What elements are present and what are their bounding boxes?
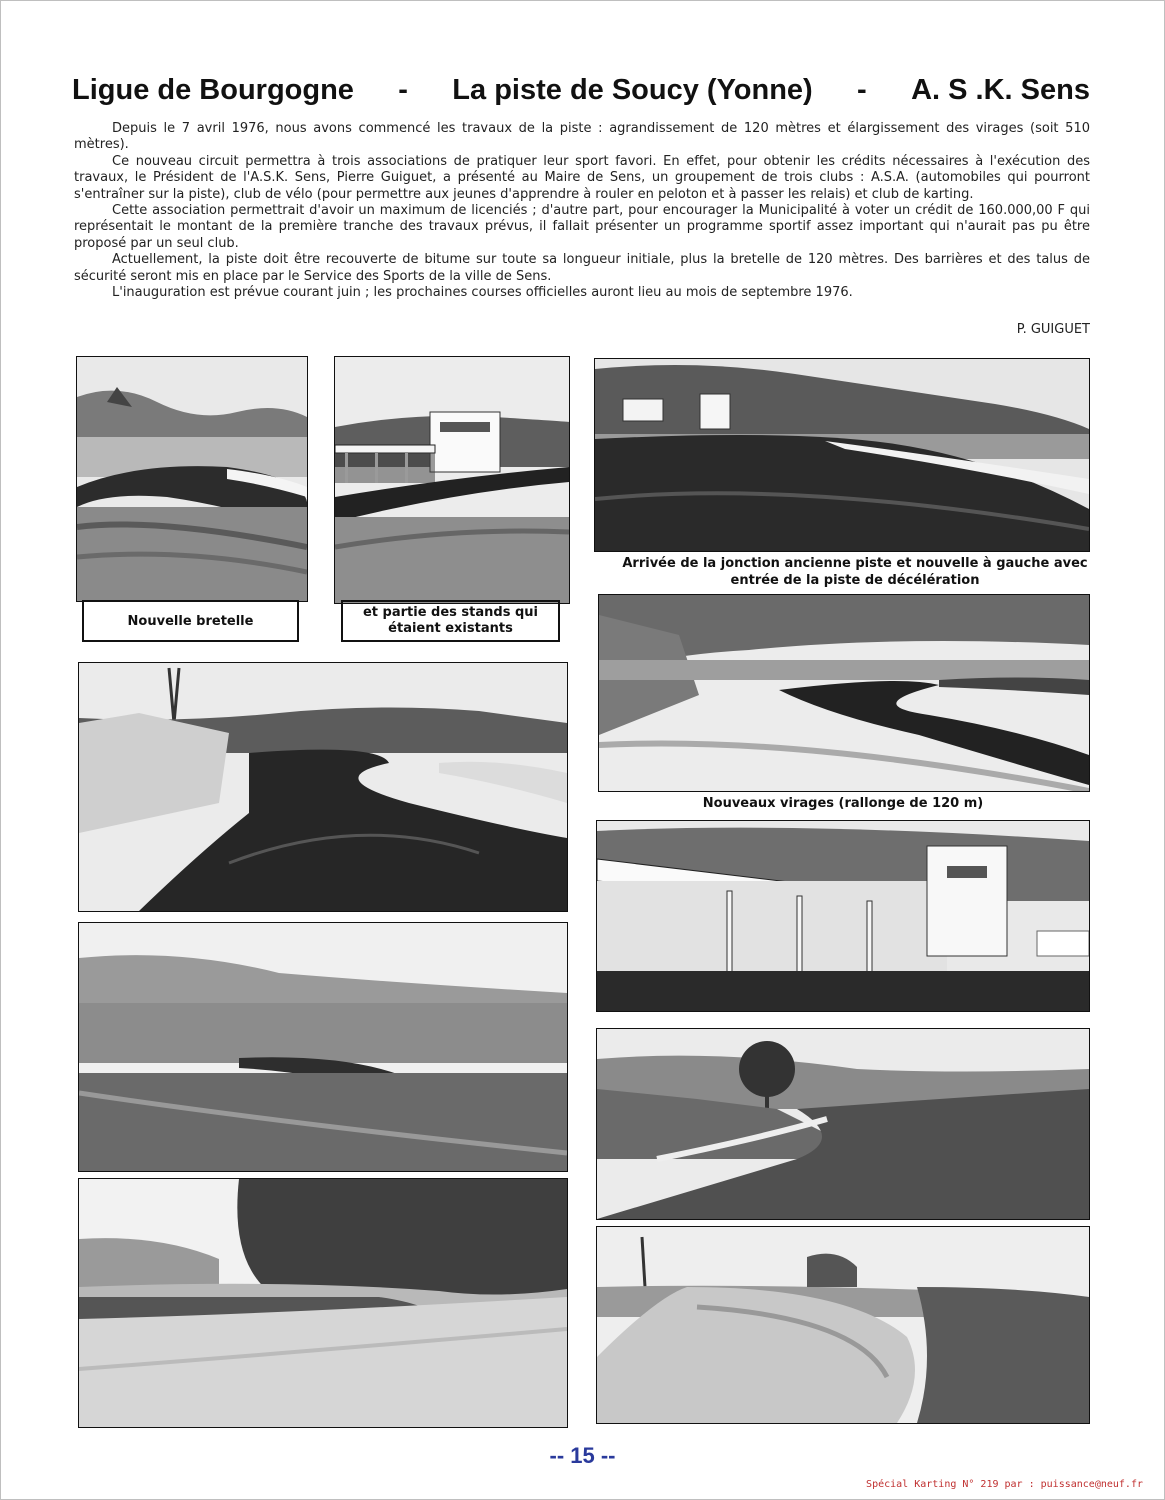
page-number: -- 15 -- (549, 1443, 616, 1468)
article-paragraph: Cette association permettrait d'avoir un maximum de licenciés ; d'autre part, pour encourager la Municipalité à voter un crédit de 160.000,00 F qui représentait le montant de la première tranche des travaux prévus, il fallait présenter un programme sportif assez important qui n'aurait pas pu être proposé par un seul club. (74, 203, 1090, 251)
photo-nouveaux-virages (598, 594, 1090, 792)
photo-terrain (78, 922, 568, 1172)
title-track: La piste de Soucy (Yonne) (452, 74, 813, 106)
photo-virage-final (596, 1226, 1090, 1424)
author-signature: P. GUIGUET (1016, 322, 1090, 337)
article-paragraph: Depuis le 7 avril 1976, nous avons commencé les travaux de la piste : agrandissement de 120 mètres et élargissement des virages (soit 510 mètres). (74, 121, 1090, 153)
article-body (74, 121, 1090, 301)
caption-nouveaux-virages: Nouveaux virages (rallonge de 120 m) (702, 796, 984, 811)
photo-virage-droite (596, 1028, 1090, 1220)
photo-stands (334, 356, 570, 604)
article-paragraph: Ce nouveau circuit permettra à trois associations de pratiquer leur sport favori. En effet, pour obtenir les crédits nécessaires à l'exécution des travaux, le Président de l'A.S.K. Sens, Pierre Guiguet, a présenté au Maire de Sens, un groupement de trois clubs : A.S.A. (automobiles qui pourront s'entraîner sur la piste), club de vélo (pour permettre aux jeunes d'apprendre à rouler en peloton et à passer les relais) et club de karting. (74, 153, 1090, 202)
photo-piste-bois (78, 1178, 568, 1428)
photo-stands-panorama (596, 820, 1090, 1012)
title-separator: - (398, 74, 408, 106)
article-paragraph: L'inauguration est prévue courant juin ; les prochaines courses officielles auront lieu au mois de septembre 1976. (112, 285, 853, 301)
photo-virage-gauche (78, 662, 568, 912)
page-title (72, 74, 1090, 107)
caption-nouvelle-bretelle: Nouvelle bretelle (82, 600, 299, 642)
caption-arrivee-jonction: Arrivée de la jonction ancienne piste et nouvelle à gauche avec entrée de la piste de décélération (622, 556, 1088, 588)
photo-nouvelle-bretelle (76, 356, 308, 602)
article-paragraph: Actuellement, la piste doit être recouverte de bitume sur toute sa longueur initiale, plus la bretelle de 120 mètres. Des barrières et des talus de sécurité seront mis en place par le Service des Sports de la ville de Sens. (74, 252, 1090, 284)
caption-stands: et partie des stands qui étaient existants (341, 600, 560, 642)
footer-credit: Spécial Karting N° 219 par : puissance@neuf.fr (866, 1479, 1143, 1490)
title-club: A. S .K. Sens (911, 74, 1090, 106)
title-league: Ligue de Bourgogne (72, 74, 354, 106)
title-separator: - (857, 74, 867, 106)
photo-arrivee-jonction (594, 358, 1090, 552)
